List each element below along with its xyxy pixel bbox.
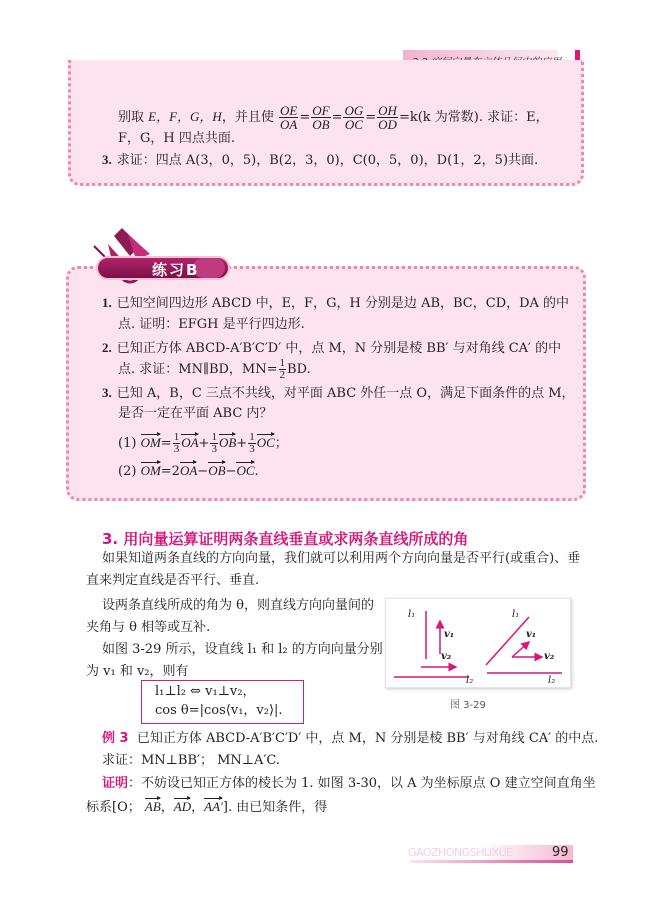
label-l1: l₁: [408, 609, 416, 620]
numerator: 1: [211, 431, 217, 443]
box1-line1: 别取 E，F，G，H，并且使 $\frac{OE}{OA}$ = $\frac{OF}{OB}$ = $\frac{OG}{OC}$ = $\frac{OH}{OD}$ =k(k 为常数). 求证：E，: [118, 103, 549, 132]
fraction: [279, 358, 287, 381]
fraction: [343, 104, 364, 131]
numerator: 1: [173, 431, 180, 443]
label-l2: l₂: [466, 675, 474, 686]
item-number: 3.: [102, 385, 112, 400]
op: =: [160, 436, 172, 451]
proof-text: ：不妨设已知正方体的棱长为 1. 如图 3-30，以 A 为坐标原点 O 建立空间直角坐: [128, 776, 596, 791]
fraction: [311, 104, 330, 131]
exercise-item-2-line1: [102, 339, 561, 358]
fraction: [248, 432, 256, 455]
op: .: [254, 464, 259, 479]
denominator: OB: [312, 117, 330, 132]
item-text: 已知空间四边形 ABCD 中，E，F，G，H 分别是边 AB，BC，CD，DA 的中: [116, 296, 570, 311]
label-v2: v₂: [441, 651, 452, 662]
para3-line1: 如图 3-29 所示，设直线 l₁ 和 l₂ 的方向向量分别: [102, 642, 383, 657]
proof-text: ]. 由已知条件，得: [222, 800, 328, 815]
denominator: 3: [249, 443, 255, 455]
sub-label: (1): [118, 436, 137, 451]
op: −: [197, 464, 209, 479]
proof-line1: [102, 775, 596, 793]
fraction: [377, 104, 398, 131]
item-text: 求证：四点 A(3，0，5)，B(2，3，0)，C(0，5，0)，D(1，2，5)共面.: [116, 153, 539, 168]
numerator: OE: [279, 103, 298, 118]
figure-caption: 图 3-29: [450, 700, 486, 711]
label-v2-right: v₂: [544, 651, 555, 662]
proof-text: 标系[O；: [86, 800, 141, 815]
vector: AD: [173, 799, 192, 814]
label-l1-right: l₁: [512, 609, 520, 620]
section-heading: 3. 用向量运算证明两条直线垂直或求两条直线所成的角: [102, 530, 469, 548]
proof-label: 证明: [102, 776, 129, 791]
fraction: [173, 432, 181, 455]
footer-brand: GAOZHONGSHUXUE: [408, 846, 513, 859]
denominator: OD: [378, 117, 397, 132]
para1-line1: 如果知道两条直线的方向向量，我们就可以利用两个方向向量是否平行(或重合)、垂: [102, 551, 581, 566]
formula-perpendicular: l₁⊥l₂ ⇔ v₁⊥v₂，: [155, 684, 256, 699]
numerator: OH: [378, 103, 397, 118]
vector: AA′: [204, 799, 223, 814]
item-text: 已知 A，B，C 三点不共线，对平面 ABC 外任一点 O，满足下面条件的点 M，: [116, 386, 575, 401]
op: −: [225, 464, 237, 479]
numerator: OG: [344, 103, 364, 118]
text: ，并且使: [221, 110, 274, 125]
exercise-item-1-line1: [102, 294, 569, 313]
label-v1-right: v₁: [526, 629, 537, 640]
numerator: 1: [249, 431, 255, 443]
vector: OC: [256, 435, 275, 450]
label-v1: v₁: [444, 629, 455, 640]
vector: OB: [208, 463, 226, 478]
footer-rule: [410, 860, 573, 863]
vector: OA: [179, 463, 198, 478]
para2-line2: 夹角与 θ 相等或互补.: [86, 620, 211, 635]
item-number: 2.: [102, 340, 112, 355]
para1-line2: 直来判定直线是否平行、垂直.: [86, 573, 260, 588]
item-number: 1.: [102, 295, 112, 310]
fraction: [210, 432, 218, 455]
item-text: BD.: [287, 362, 311, 377]
figure-3-29: [385, 598, 571, 688]
denominator: 3: [211, 443, 217, 455]
para2-line1: 设两条直线所成的角为 θ，则直线方向向量间的: [102, 598, 374, 613]
exercise-item-3-line2: 是否一定在平面 ABC 内？: [118, 406, 273, 421]
op: +: [198, 436, 210, 451]
exercise-item-2-line2: [118, 358, 311, 381]
example-label: 例 3: [102, 731, 129, 746]
exercise-item-3-line1: [102, 384, 575, 403]
vector: OB: [218, 435, 237, 450]
formula-cosine: cos θ=|cos⟨v₁，v₂⟩|.: [155, 703, 283, 718]
item-number: 3.: [102, 152, 112, 167]
op: =2: [160, 464, 180, 479]
op: ；: [274, 436, 288, 451]
box1-item3: [102, 151, 538, 170]
sub-label: (2): [118, 464, 137, 479]
box1-line2: F，G，H 四点共面.: [118, 131, 236, 146]
numerator: OF: [312, 103, 330, 118]
para3-line2: 为 v₁ 和 v₂，则有: [86, 664, 189, 679]
item-text: 已知正方体 ABCD-A′B′C′D′ 中，点 M，N 分别是棱 BB′ 与对角线 CA′ 的中: [116, 341, 562, 356]
proof-line2: 标系[O； AB，AD，AA′]. 由已知条件，得: [86, 799, 328, 815]
text: =k(k 为常数). 求证：E，: [398, 110, 549, 125]
example-3-line2: 求证：MN⊥BB′； MN⊥A′C.: [102, 753, 280, 768]
fraction: [279, 104, 298, 131]
exercise-item-1-line2: 点. 证明：EFGH 是平行四边形.: [118, 317, 305, 332]
example-3-line1: [102, 730, 598, 748]
numerator: 1: [279, 357, 286, 369]
denominator: OA: [279, 117, 298, 132]
op: +: [236, 436, 248, 451]
points: E，F，G，H: [148, 109, 222, 124]
exercise-sub-1: [118, 432, 288, 455]
item-text: 点. 求证：MN∥BD，MN=: [118, 362, 278, 377]
vector: OM: [140, 435, 161, 450]
vector: OC: [236, 463, 255, 478]
vector: AB: [144, 799, 161, 814]
example-text: 已知正方体 ABCD-A′B′C′D′ 中，点 M，N 分别是棱 BB′ 与对角线 CA′ 的中点.: [136, 731, 599, 746]
exercise-title: 练习B: [152, 261, 200, 279]
denominator: OC: [344, 117, 363, 132]
vector: OA: [181, 435, 199, 450]
label-l2-right: l₂: [548, 675, 556, 686]
vector: OM: [140, 463, 161, 478]
page-number: 99: [552, 845, 569, 860]
text: 别取: [118, 110, 149, 125]
denominator: 2: [279, 369, 286, 381]
denominator: 3: [173, 443, 180, 455]
exercise-sub-2: [118, 462, 259, 481]
